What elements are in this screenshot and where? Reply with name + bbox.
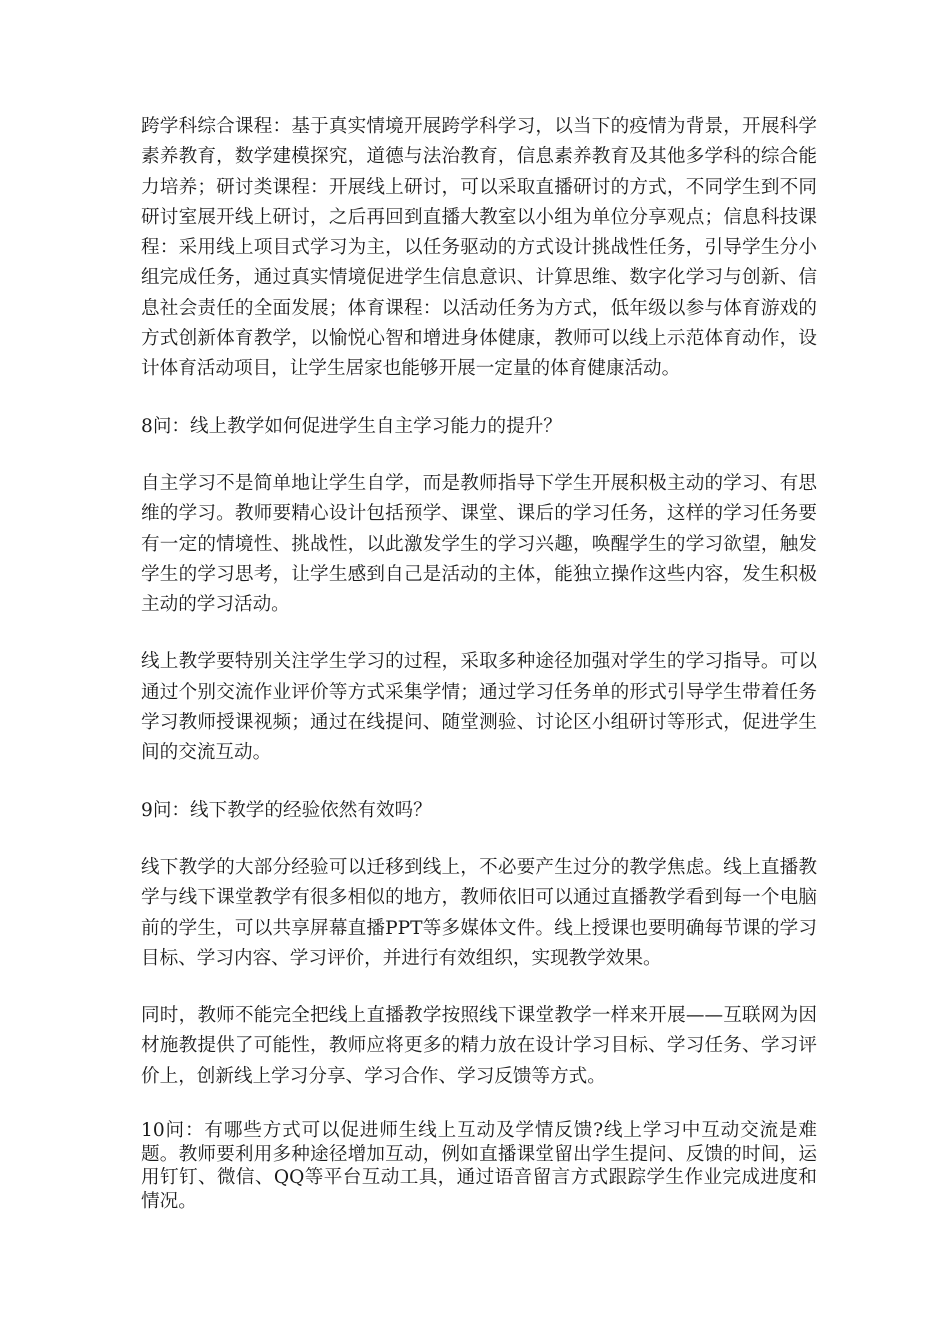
paragraph-offline-experience: 线下教学的大部分经验可以迁移到线上，不必要产生过分的教学焦虑。线上直播教学与线下课堂教学有很多相似的地方，教师依旧可以通过直播教学看到每一个电脑前的学生，可以共享屏幕直播PPT等多媒体文件。线上授课也要明确每节课的学习目标、学习内容、学习评价，并进行有效组织，实现教学效果。 [141,856,817,969]
paragraph-learning-guidance: 线上教学要特别关注学生学习的过程，采取多种途径加强对学生的学习指导。可以通过个别交流作业评价等方式采集学情；通过学习任务单的形式引导学生带着任务学习教师授课视频；通过在线提问、随堂测验、讨论区小组研讨等形式，促进学生间的交流互动。 [141,651,817,764]
paragraph-teacher-focus: 同时，教师不能完全把线上直播教学按照线下课堂教学一样来开展——互联网为因材施教提供了可能性，教师应将更多的精力放在设计学习目标、学习任务、学习评价上，创新线上学习分享、学习合作、学习反馈等方式。 [141,1005,817,1087]
question-9-heading: 9问：线下教学的经验依然有效吗？ [141,799,432,821]
question-8-heading: 8问：线上教学如何促进学生自主学习能力的提升？ [141,415,562,437]
paragraph-self-directed-learning: 自主学习不是简单地让学生自学，而是教师指导下学生开展积极主动的学习、有思维的学习。教师要精心设计包括预学、课堂、课后的学习任务，这样的学习任务要有一定的情境性、挑战性，以此激发学生的学习兴趣，唤醒学生的学习欲望，触发学生的学习思考，让学生感到自己是活动的主体，能独立操作这些内容，发生积极主动的学习活动。 [141,472,817,616]
paragraph-interdisciplinary-courses: 跨学科综合课程：基于真实情境开展跨学科学习，以当下的疫情为背景，开展科学素养教育，数学建模探究，道德与法治教育，信息素养教育及其他多学科的综合能力培养；研讨类课程：开展线上研讨，可以采取直播研讨的方式，不同学生到不同研讨室展开线上研讨，之后再回到直播大教室以小组为单位分享观点；信息科技课程：采用线上项目式学习为主，以任务驱动的方式设计挑战性任务，引导学生分小组完成任务，通过真实情境促进学生信息意识、计算思维、数字化学习与创新、信息社会责任的全面发展；体育课程：以活动任务为方式，低年级以参与体育游戏的方式创新体育教学，以愉悦心智和增进身体健康，教师可以线上示范体育动作，设计体育活动项目，让学生居家也能够开展一定量的体育健康活动。 [141,116,817,380]
paragraph-question-10-interaction: 10问：有哪些方式可以促进师生线上互动及学情反馈?线上学习中互动交流是难题。教师要利用多种途径增加互动，例如直播课堂留出学生提问、反馈的时间，运用钉钉、微信、QQ等平台互动工具，通过语音留言方式跟踪学生作业完成进度和情况。 [141,1120,817,1212]
document-body [141,112,817,1240]
